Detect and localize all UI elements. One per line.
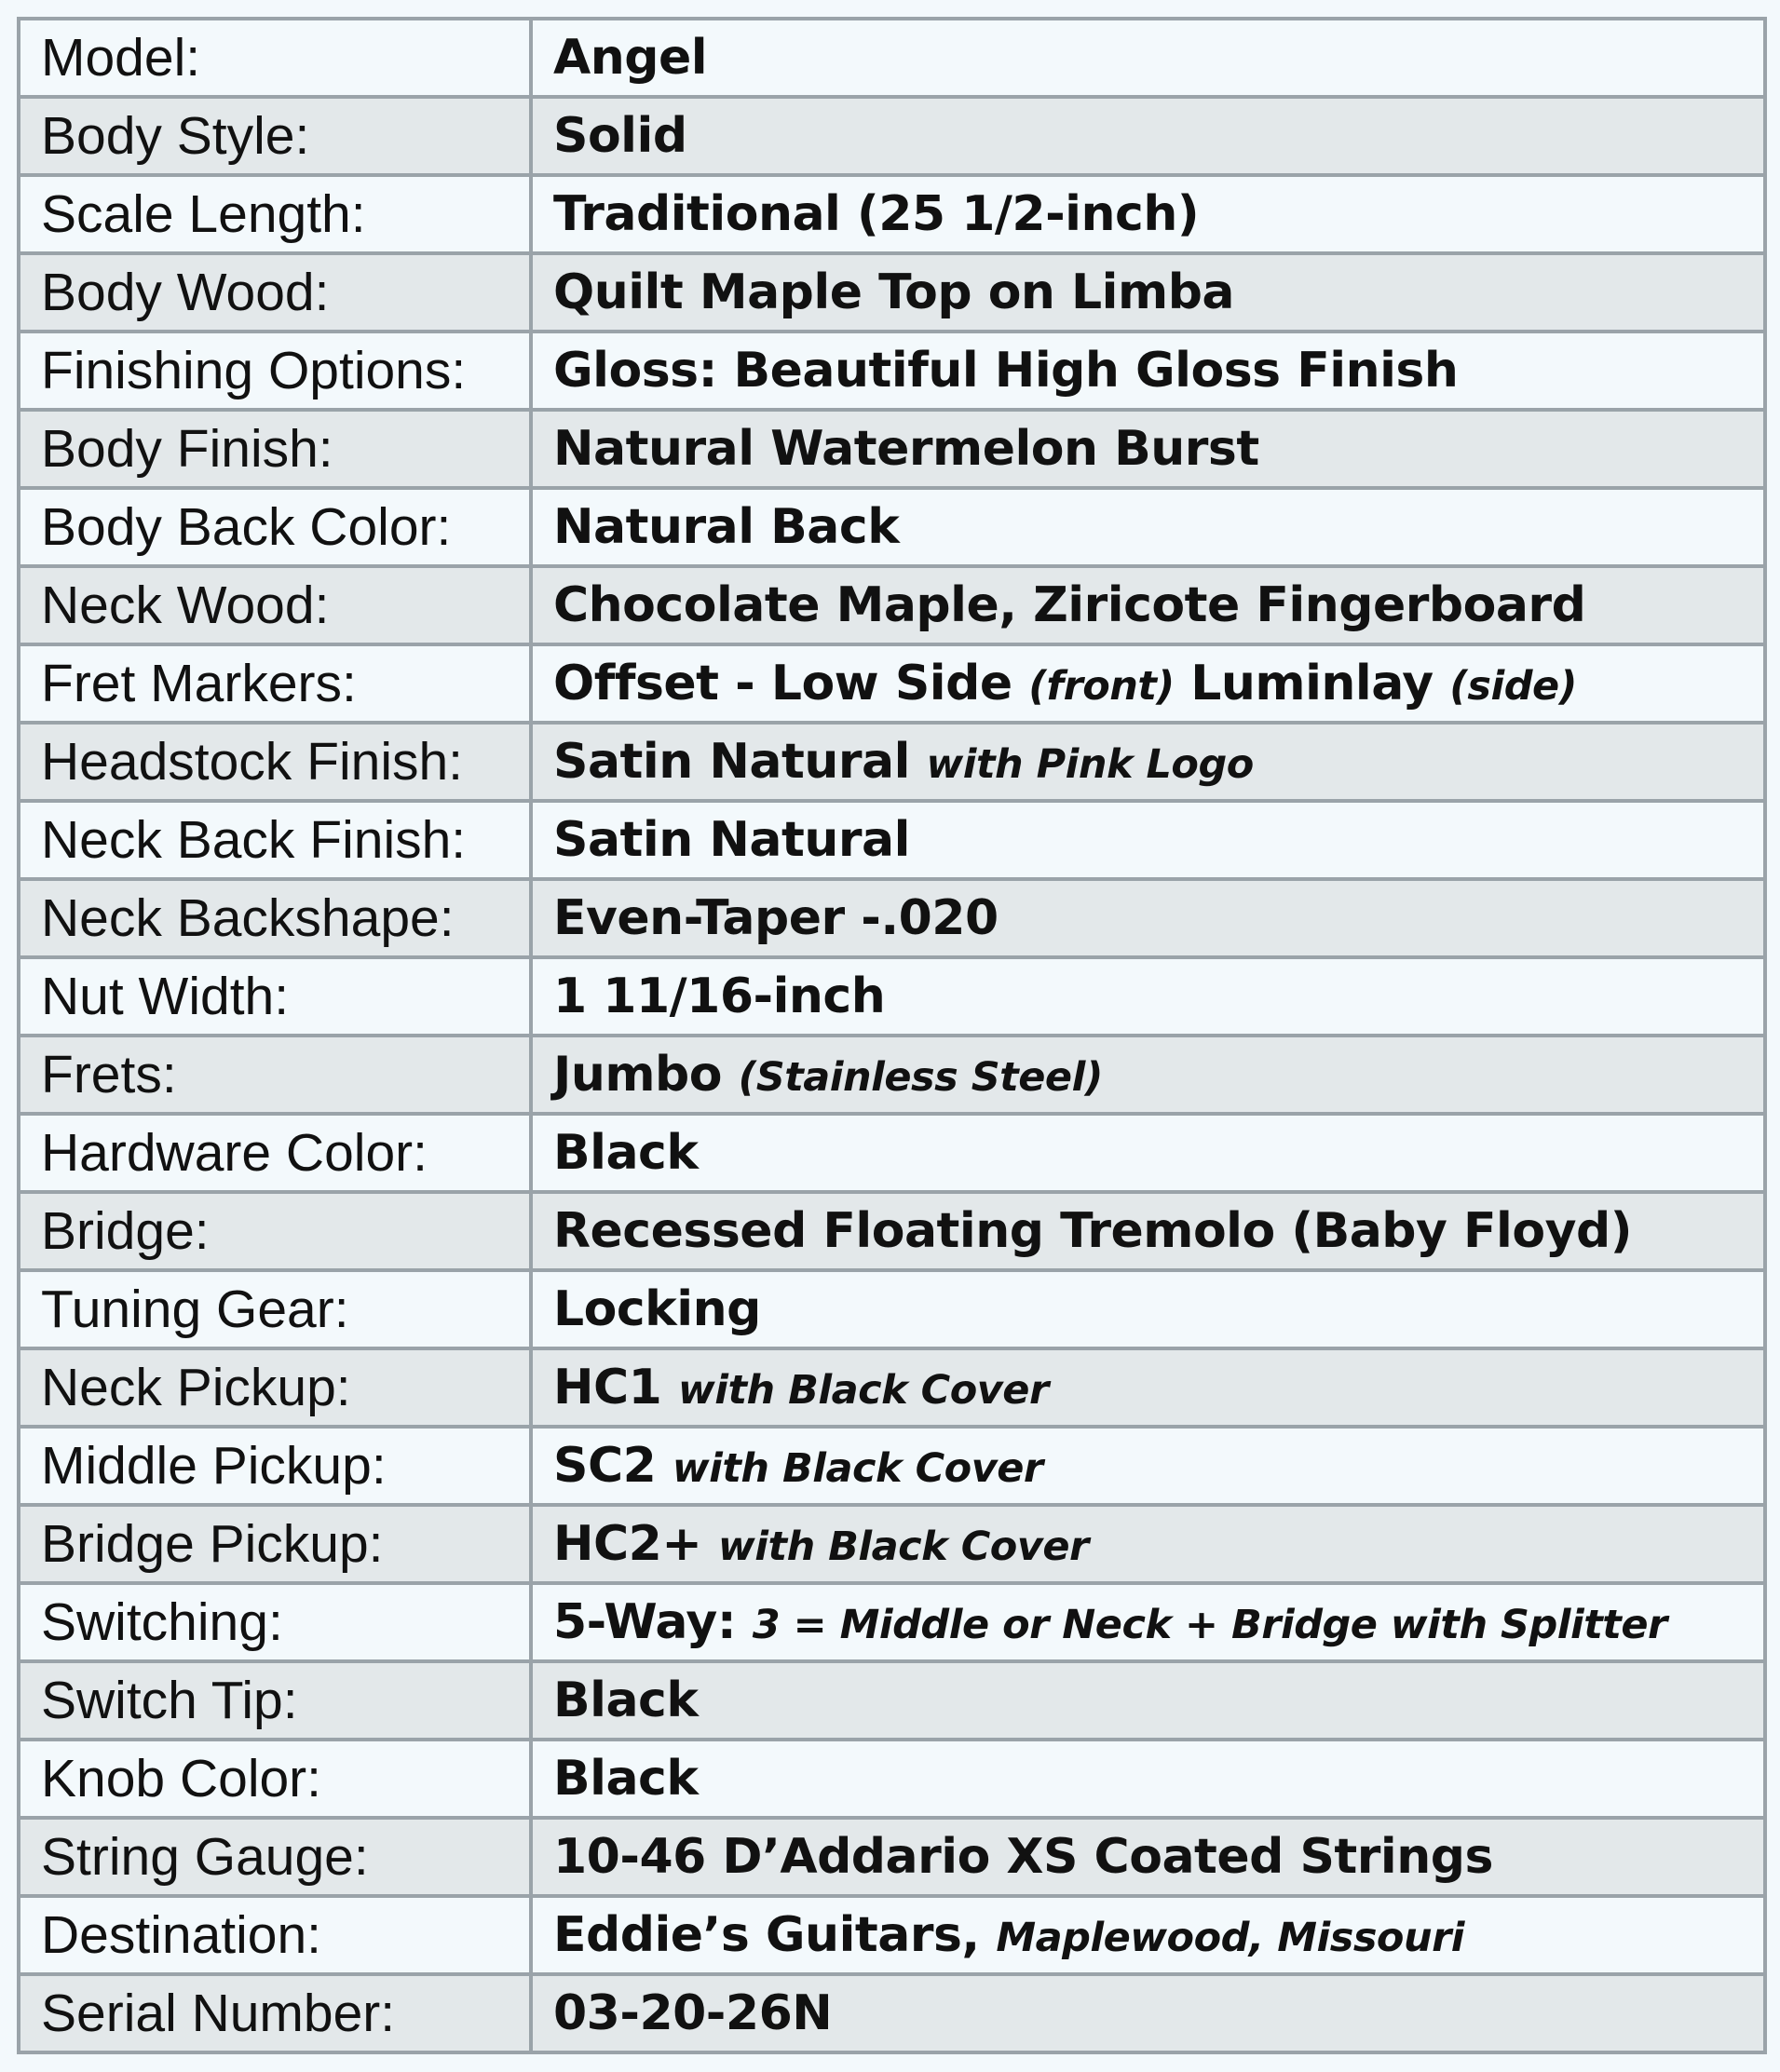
spec-value: Angel [531, 19, 1765, 97]
spec-value: Black [531, 1114, 1765, 1192]
spec-label: Destination: [19, 1896, 531, 1974]
table-row [19, 1270, 1765, 1348]
spec-value: Solid [531, 97, 1765, 175]
spec-note: with Pink Logo [926, 741, 1254, 788]
spec-value: HC1 with Black Cover [531, 1348, 1765, 1427]
table-row [19, 1505, 1765, 1583]
spec-value: 1 11/16-inch [531, 957, 1765, 1036]
table-row [19, 1974, 1765, 2052]
spec-value: 03-20-26N [531, 1974, 1765, 2052]
spec-label: Nut Width: [19, 957, 531, 1036]
spec-value: Chocolate Maple, Ziricote Fingerboard [531, 566, 1765, 644]
spec-label: Bridge Pickup: [19, 1505, 531, 1583]
spec-note: (front) [1028, 663, 1175, 710]
spec-note: with Black Cover [672, 1445, 1043, 1492]
table-row [19, 97, 1765, 175]
table-row [19, 957, 1765, 1036]
spec-label: Switching: [19, 1583, 531, 1661]
spec-label: Neck Pickup: [19, 1348, 531, 1427]
spec-label: Body Back Color: [19, 488, 531, 566]
spec-note-secondary: (side) [1449, 663, 1577, 710]
table-row [19, 801, 1765, 879]
spec-label: Body Finish: [19, 410, 531, 488]
table-row [19, 488, 1765, 566]
table-row [19, 332, 1765, 410]
spec-label: Neck Wood: [19, 566, 531, 644]
spec-label: Scale Length: [19, 175, 531, 253]
spec-value: 10-46 D’Addario XS Coated Strings [531, 1818, 1765, 1896]
spec-label: Headstock Finish: [19, 723, 531, 801]
spec-note: with Black Cover [718, 1524, 1089, 1570]
table-row [19, 175, 1765, 253]
spec-label: Middle Pickup: [19, 1427, 531, 1505]
spec-value: HC2+ with Black Cover [531, 1505, 1765, 1583]
table-row [19, 1583, 1765, 1661]
spec-value: Black [531, 1740, 1765, 1818]
table-row [19, 1818, 1765, 1896]
spec-value: SC2 with Black Cover [531, 1427, 1765, 1505]
spec-note: with Black Cover [677, 1367, 1049, 1414]
spec-note: 3 = Middle or Neck + Bridge with Splitter [752, 1602, 1667, 1648]
spec-label: Neck Backshape: [19, 879, 531, 957]
spec-value-secondary: Luminlay [1190, 656, 1434, 711]
spec-label: Model: [19, 19, 531, 97]
table-row [19, 253, 1765, 332]
spec-value: Quilt Maple Top on Limba [531, 253, 1765, 332]
spec-label: Neck Back Finish: [19, 801, 531, 879]
spec-note: (Stainless Steel) [738, 1054, 1103, 1101]
spec-value: Gloss: Beautiful High Gloss Finish [531, 332, 1765, 410]
spec-label: Finishing Options: [19, 332, 531, 410]
spec-label: Hardware Color: [19, 1114, 531, 1192]
table-row [19, 1036, 1765, 1114]
spec-value: Even-Taper -.020 [531, 879, 1765, 957]
table-row [19, 1661, 1765, 1740]
spec-value: Offset - Low Side (front) Luminlay (side) [531, 644, 1765, 723]
spec-value: Jumbo (Stainless Steel) [531, 1036, 1765, 1114]
spec-label: String Gauge: [19, 1818, 531, 1896]
spec-value: Locking [531, 1270, 1765, 1348]
table-row [19, 723, 1765, 801]
table-row [19, 1740, 1765, 1818]
table-row [19, 19, 1765, 97]
spec-label: Body Style: [19, 97, 531, 175]
table-row [19, 1114, 1765, 1192]
spec-label: Frets: [19, 1036, 531, 1114]
spec-label: Switch Tip: [19, 1661, 531, 1740]
spec-value: Recessed Floating Tremolo (Baby Floyd) [531, 1192, 1765, 1270]
spec-value: Natural Back [531, 488, 1765, 566]
spec-label: Fret Markers: [19, 644, 531, 723]
spec-value: Eddie’s Guitars, Maplewood, Missouri [531, 1896, 1765, 1974]
spec-value: Satin Natural with Pink Logo [531, 723, 1765, 801]
spec-label: Serial Number: [19, 1974, 531, 2052]
table-row [19, 1427, 1765, 1505]
table-row [19, 879, 1765, 957]
table-row [19, 566, 1765, 644]
table-row [19, 410, 1765, 488]
guitar-spec-table [17, 17, 1767, 2054]
spec-note: Maplewood, Missouri [996, 1915, 1465, 1961]
spec-label: Tuning Gear: [19, 1270, 531, 1348]
table-row [19, 1348, 1765, 1427]
spec-value: Natural Watermelon Burst [531, 410, 1765, 488]
table-row [19, 1896, 1765, 1974]
spec-value: Satin Natural [531, 801, 1765, 879]
spec-value: Traditional (25 1/2-inch) [531, 175, 1765, 253]
spec-label: Knob Color: [19, 1740, 531, 1818]
spec-label: Body Wood: [19, 253, 531, 332]
spec-value: Black [531, 1661, 1765, 1740]
table-row [19, 644, 1765, 723]
table-row [19, 1192, 1765, 1270]
spec-label: Bridge: [19, 1192, 531, 1270]
spec-value: 5-Way: 3 = Middle or Neck + Bridge with Splitter [531, 1583, 1765, 1661]
